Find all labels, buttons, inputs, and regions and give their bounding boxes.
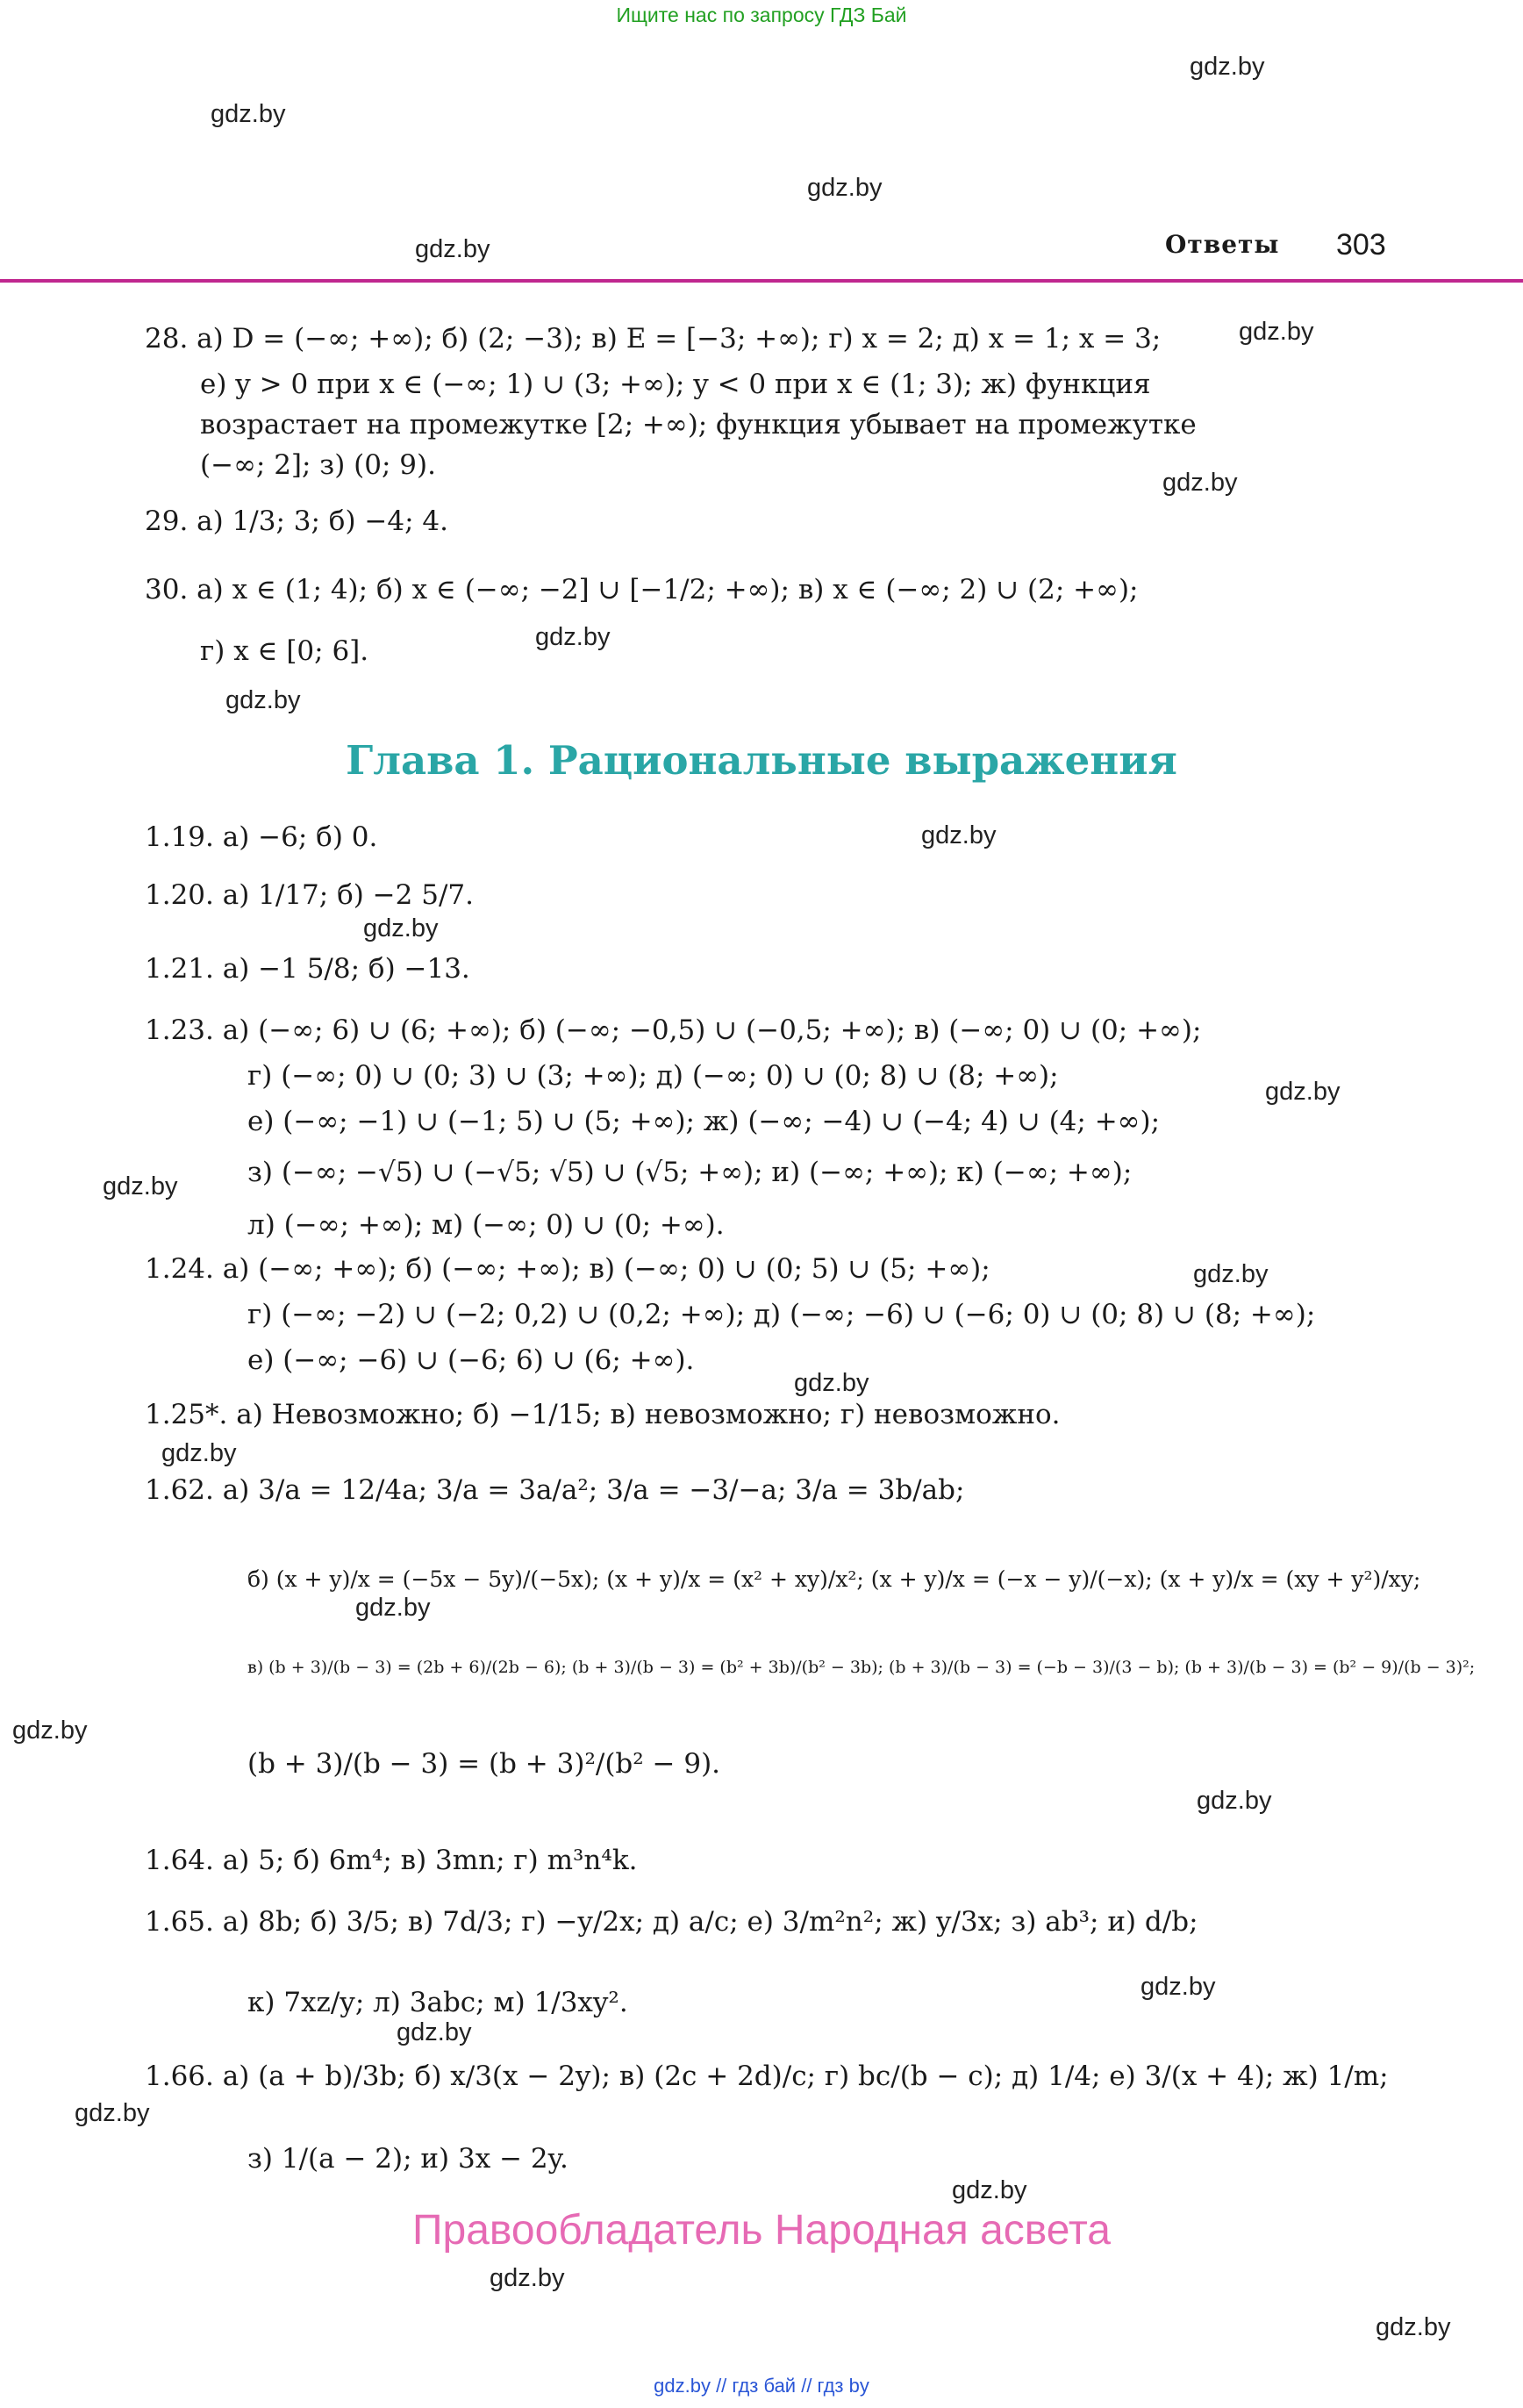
answer-line: (−∞; 2]; з) (0; 9). <box>200 449 436 481</box>
watermark: gdz.by <box>397 2018 472 2046</box>
answer-line: к) 7xz/y; л) 3abc; м) 1/3xy². <box>247 1987 628 2018</box>
watermark: gdz.by <box>1265 1078 1341 1106</box>
watermark: gdz.by <box>363 914 439 942</box>
answer-line: в) (b + 3)/(b − 3) = (2b + 6)/(2b − 6); (b + 3)/(b − 3) = (b² + 3b)/(b² − 3b); (b + 3)/(b − 3) = (−b − 3)/(3 − b); (b + 3)/(b − 3) = (b² − 9)/(b − 3)²; <box>247 1658 1476 1677</box>
answer-line: 1.24. а) (−∞; +∞); б) (−∞; +∞); в) (−∞; 0) ∪ (0; 5) ∪ (5; +∞); <box>145 1253 990 1285</box>
watermark: gdz.by <box>103 1172 178 1200</box>
watermark: gdz.by <box>12 1716 88 1745</box>
answer-line: 1.23. а) (−∞; 6) ∪ (6; +∞); б) (−∞; −0,5) ∪ (−0,5; +∞); в) (−∞; 0) ∪ (0; +∞); <box>145 1014 1202 1046</box>
answer-line: е) (−∞; −6) ∪ (−6; 6) ∪ (6; +∞). <box>247 1344 695 1376</box>
answer-line: б) (x + y)/x = (−5x − 5y)/(−5x); (x + y)/x = (x² + xy)/x²; (x + y)/x = (−x − y)/(−x); (x + y)/x = (xy + y²)/xy; <box>247 1566 1421 1592</box>
answer-line: 1.62. а) 3/a = 12/4a; 3/a = 3a/a²; 3/a = −3/−a; 3/a = 3b/ab; <box>145 1474 965 1506</box>
answer-line: (b + 3)/(b − 3) = (b + 3)²/(b² − 9). <box>247 1748 721 1780</box>
answer-line: 1.21. а) −1 5/8; б) −13. <box>145 953 470 985</box>
watermark: gdz.by <box>1197 1787 1272 1815</box>
watermark: gdz.by <box>794 1369 869 1397</box>
copyright-holder: Правообладатель Народная асвета <box>412 2207 1111 2254</box>
answer-line: г) x ∈ [0; 6]. <box>200 635 369 667</box>
answer-line: 30. а) x ∈ (1; 4); б) x ∈ (−∞; −2] ∪ [−1/2; +∞); в) x ∈ (−∞; 2) ∪ (2; +∞); <box>145 574 1139 606</box>
answer-line: л) (−∞; +∞); м) (−∞; 0) ∪ (0; +∞). <box>247 1209 725 1241</box>
watermark: gdz.by <box>952 2176 1027 2204</box>
answer-line: е) y > 0 при x ∈ (−∞; 1) ∪ (3; +∞); y < 0 при x ∈ (1; 3); ж) функция <box>200 369 1151 400</box>
answer-line: 29. а) 1/3; 3; б) −4; 4. <box>145 505 448 537</box>
watermark: gdz.by <box>1190 53 1265 81</box>
watermark: gdz.by <box>161 1439 237 1467</box>
watermark: gdz.by <box>1140 1973 1216 2001</box>
watermark: gdz.by <box>415 235 490 263</box>
bottom-links[interactable]: gdz.by // гдз бай // гдз by <box>654 2375 869 2397</box>
answer-line: 1.64. а) 5; б) 6m⁴; в) 3mn; г) m³n⁴k. <box>145 1845 638 1876</box>
answer-line: 1.20. а) 1/17; б) −2 5/7. <box>145 879 474 911</box>
watermark: gdz.by <box>921 821 997 849</box>
top-banner[interactable]: Ищите нас по запросу ГДЗ Бай <box>616 4 907 26</box>
answer-line: г) (−∞; 0) ∪ (0; 3) ∪ (3; +∞); д) (−∞; 0) ∪ (0; 8) ∪ (8; +∞); <box>247 1060 1059 1092</box>
answer-line: 1.25*. а) Невозможно; б) −1/15; в) невозможно; г) невозможно. <box>145 1399 1061 1430</box>
watermark: gdz.by <box>1239 318 1314 346</box>
header-rule <box>0 279 1523 283</box>
watermark: gdz.by <box>1193 1260 1269 1288</box>
answer-line: е) (−∞; −1) ∪ (−1; 5) ∪ (5; +∞); ж) (−∞; −4) ∪ (−4; 4) ∪ (4; +∞); <box>247 1106 1161 1137</box>
watermark: gdz.by <box>535 623 611 651</box>
answer-line: з) (−∞; −√5) ∪ (−√5; √5) ∪ (√5; +∞); и) (−∞; +∞); к) (−∞; +∞); <box>247 1157 1133 1188</box>
answer-line: 1.19. а) −6; б) 0. <box>145 821 378 853</box>
answer-line: з) 1/(a − 2); и) 3x − 2y. <box>247 2143 568 2175</box>
watermark: gdz.by <box>490 2264 565 2292</box>
chapter-title: Глава 1. Рациональные выражения <box>346 737 1177 784</box>
answer-line: 1.65. а) 8b; б) 3/5; в) 7d/3; г) −y/2x; д) a/c; е) 3/m²n²; ж) y/3x; з) ab³; и) d/b; <box>145 1906 1198 1938</box>
answer-line: 1.66. а) (a + b)/3b; б) x/3(x − 2y); в) (2c + 2d)/c; г) bc/(b − c); д) 1/4; е) 3/(x + 4); ж) 1/m; <box>145 2060 1389 2092</box>
answer-line: г) (−∞; −2) ∪ (−2; 0,2) ∪ (0,2; +∞); д) (−∞; −6) ∪ (−6; 0) ∪ (0; 8) ∪ (8; +∞); <box>247 1299 1316 1330</box>
watermark: gdz.by <box>225 686 301 714</box>
watermark: gdz.by <box>355 1594 431 1622</box>
watermark: gdz.by <box>1162 469 1238 497</box>
watermark: gdz.by <box>807 174 883 202</box>
watermark: gdz.by <box>75 2099 150 2127</box>
answer-line: 28. а) D = (−∞; +∞); б) (2; −3); в) E = [−3; +∞); г) x = 2; д) x = 1; x = 3; <box>145 323 1162 355</box>
page-number: 303 <box>1336 228 1386 262</box>
answer-line: возрастает на промежутке [2; +∞); функция убывает на промежутке <box>200 409 1197 441</box>
watermark: gdz.by <box>1376 2313 1451 2341</box>
watermark: gdz.by <box>211 100 286 128</box>
running-head: Ответы <box>1165 230 1280 259</box>
